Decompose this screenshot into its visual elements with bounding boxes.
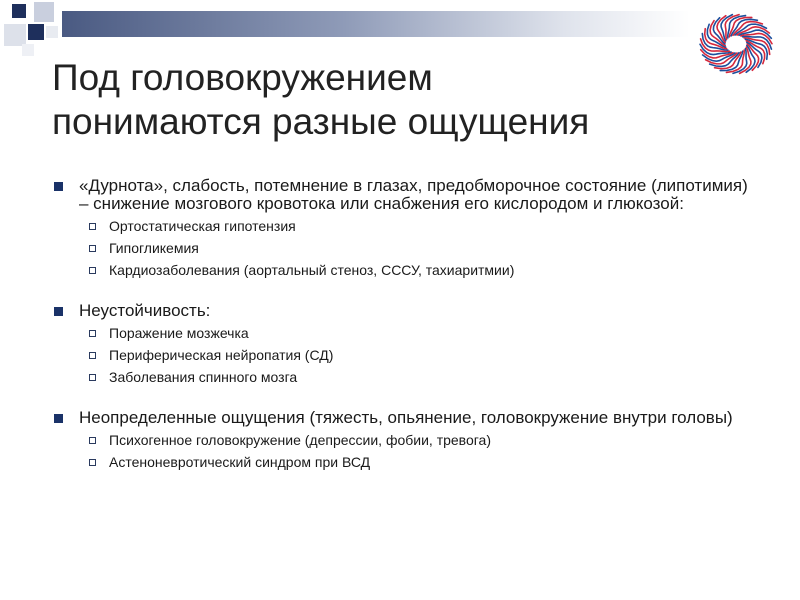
list-item	[54, 177, 754, 278]
slide-title	[52, 56, 672, 144]
hollow-square-bullet-icon	[89, 437, 96, 444]
hollow-square-bullet-icon	[89, 267, 96, 274]
sub-item-text: Гипогликемия	[109, 240, 199, 256]
sub-item-text: Кардиозаболевания (аортальный стеноз, СССУ, тахиаритмии)	[109, 262, 515, 278]
square-bullet-icon	[54, 414, 63, 423]
square-bullet-icon	[54, 182, 63, 191]
sub-list-item	[89, 347, 754, 363]
sub-list	[54, 218, 754, 278]
item-text: Неопределенные ощущения (тяжесть, опьянение, головокружение внутри головы)	[79, 408, 733, 427]
item-text: Неустойчивость:	[79, 301, 211, 320]
sub-item-text: Поражение мозжечка	[109, 325, 249, 341]
sub-item-text: Заболевания спинного мозга	[109, 369, 298, 385]
sub-list-item	[89, 432, 754, 448]
top-gradient-bar	[62, 11, 690, 37]
list-item	[54, 409, 754, 470]
sub-list-item	[89, 454, 754, 470]
square-bullet-icon	[54, 307, 63, 316]
decorative-squares	[0, 0, 70, 60]
spiral-logo-icon	[688, 4, 784, 84]
title-line-2: понимаются разные ощущения	[52, 101, 590, 142]
hollow-square-bullet-icon	[89, 459, 96, 466]
item-text: «Дурнота», слабость, потемнение в глазах, предобморочное состояние (липотимия) – снижение мозгового кровотока или снабжения его кислородом и глюкозой:	[79, 176, 748, 213]
sub-list-item	[89, 325, 754, 341]
sub-list	[54, 325, 754, 385]
sub-list	[54, 432, 754, 470]
sub-list-item	[89, 369, 754, 385]
hollow-square-bullet-icon	[89, 330, 96, 337]
sub-list-item	[89, 240, 754, 256]
hollow-square-bullet-icon	[89, 352, 96, 359]
sub-item-text: Психогенное головокружение (депрессии, фобии, тревога)	[109, 432, 491, 448]
list-item	[54, 302, 754, 385]
bullet-list	[54, 177, 754, 480]
sub-item-text: Ортостатическая гипотензия	[109, 218, 296, 234]
sub-list-item	[89, 262, 754, 278]
hollow-square-bullet-icon	[89, 245, 96, 252]
hollow-square-bullet-icon	[89, 374, 96, 381]
hollow-square-bullet-icon	[89, 223, 96, 230]
sub-item-text: Периферическая нейропатия (СД)	[109, 347, 334, 363]
sub-item-text: Астеноневротический синдром при ВСД	[109, 454, 371, 470]
title-line-1: Под головокружением	[52, 57, 433, 98]
sub-list-item	[89, 218, 754, 234]
